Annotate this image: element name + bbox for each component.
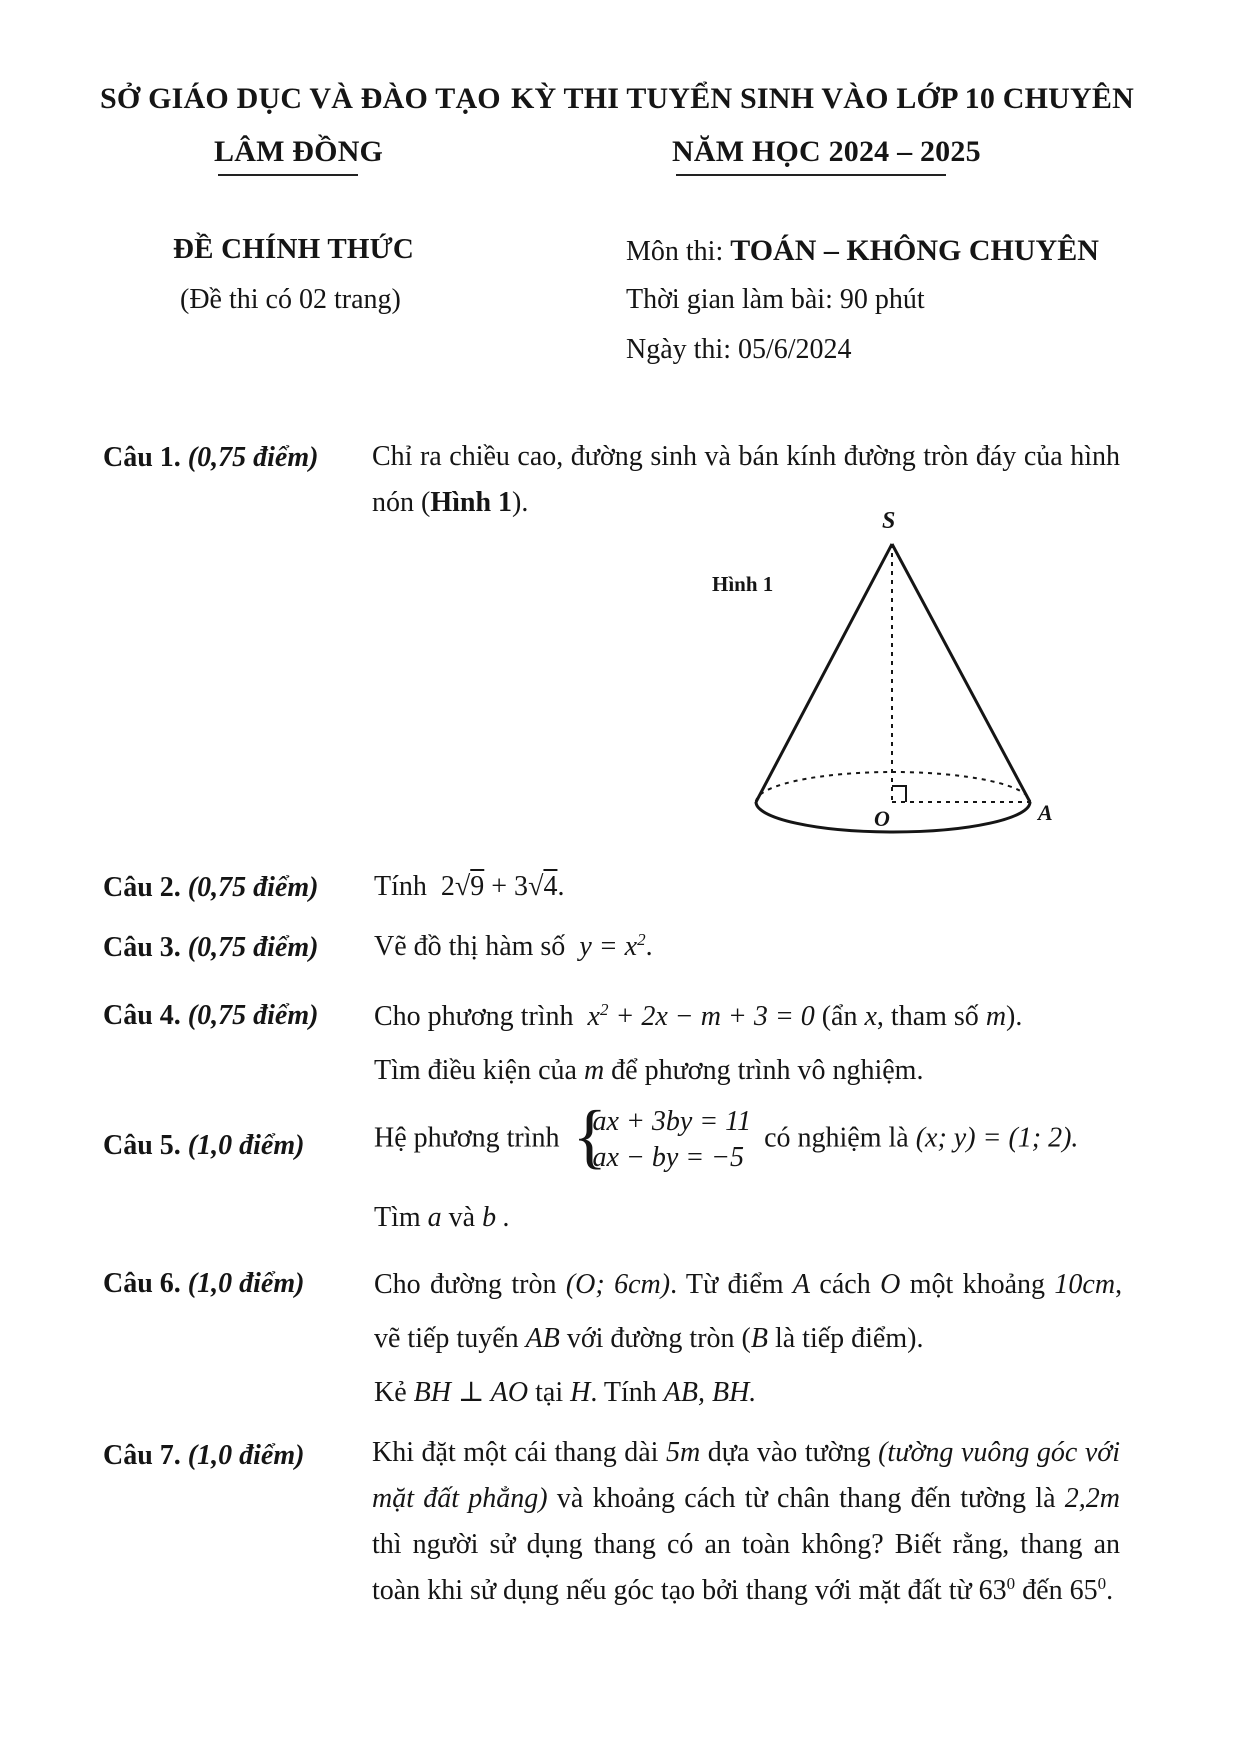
q5-eq2: ax − by = −5 xyxy=(592,1142,745,1173)
q5-brace: { xyxy=(572,1096,608,1176)
center-label: O xyxy=(874,806,890,831)
right-angle-mark xyxy=(892,786,906,802)
figure-caption: Hình 1 xyxy=(712,572,774,596)
official-label: ĐỀ CHÍNH THỨC xyxy=(173,233,415,265)
q5-solution: (x; y) = (1; 2). xyxy=(915,1122,1079,1154)
edge-point-label: A xyxy=(1038,800,1053,825)
question-7-label: Câu 7. (1,0 điểm) xyxy=(103,1440,305,1471)
question-7-text: Khi đặt một cái thang dài 5m dựa vào tường (tường vuông góc với mặt đất phẳng) và khoảng cách từ chân thang đến tường là 2,2m thì người sử dụng thang có an toàn không? Biết rằng, thang an toàn khi sử dụng nếu góc tạo bởi thang với mặt đất từ $63^0$ đến $65^0$. xyxy=(372,1437,1121,1606)
q2-expression: 2√9 + 3√4. xyxy=(440,871,565,902)
question-4-label: Câu 4. (0,75 điểm) xyxy=(103,1000,319,1031)
school-year-underline xyxy=(676,174,946,176)
subject-label: Môn thi: xyxy=(626,236,724,267)
duration: Thời gian làm bài: 90 phút xyxy=(626,284,925,315)
province-name: LÂM ĐỒNG xyxy=(214,135,384,168)
q5-eq1: ax + 3by = 11 xyxy=(592,1106,752,1137)
question-1-label: Câu 1. (0,75 điểm) xyxy=(103,442,319,473)
question-5-text: Hệ phương trình { ax + 3by = 11 ax − by = −5 có nghiệm là (x; y) = (1; 2). xyxy=(374,1096,1079,1176)
subject-name: TOÁN – KHÔNG CHUYÊN xyxy=(730,234,1099,267)
apex-label: S xyxy=(882,508,896,534)
q5-system xyxy=(572,1096,752,1176)
department-name: SỞ GIÁO DỤC VÀ ĐÀO TẠO xyxy=(100,82,501,115)
question-3-label: Câu 3. (0,75 điểm) xyxy=(103,932,319,963)
cone-base-front xyxy=(756,802,1030,832)
question-2-label: Câu 2. (0,75 điểm) xyxy=(103,872,319,903)
question-3-text: Vẽ đồ thị hàm số $y = x^2$. xyxy=(374,930,653,962)
cone-figure xyxy=(700,500,1060,840)
question-4-text: Cho phương trình $x^2 + 2x - m + 3 = 0$ (ẩn x, tham số m). Tìm điều kiện của m để phương trình vô nghiệm. xyxy=(374,1000,1023,1086)
question-6-label: Câu 6. (1,0 điểm) xyxy=(103,1268,305,1299)
q4-equation: $x^2 + 2x - m + 3 = 0$ xyxy=(587,1000,815,1032)
cone-left-slant xyxy=(756,544,892,802)
question-1-text: Chỉ ra chiều cao, đường sinh và bán kính đường tròn đáy của hình nón (Hình 1). xyxy=(372,441,1120,518)
exam-date: Ngày thi: 05/6/2024 xyxy=(626,334,852,365)
subject-line xyxy=(626,234,1099,268)
exam-title: KỲ THI TUYỂN SINH VÀO LỚP 10 CHUYÊN xyxy=(511,82,1134,115)
question-5-line2: Tìm a và b . xyxy=(374,1202,511,1233)
school-year: NĂM HỌC 2024 – 2025 xyxy=(672,135,981,168)
province-underline xyxy=(218,174,358,176)
question-6-text: Cho đường tròn (O; 6cm). Từ điểm A cách O một khoảng 10cm, vẽ tiếp tuyến AB với đường tròn (B là tiếp điểm). Kẻ BH ⊥ AO tại H. Tính AB, BH. xyxy=(374,1269,1123,1408)
cone-right-slant xyxy=(892,544,1030,802)
question-5-label: Câu 5. (1,0 điểm) xyxy=(103,1130,305,1161)
question-2-text: Tính 2√9 + 3√4. xyxy=(374,871,565,902)
page-count: (Đề thi có 02 trang) xyxy=(180,284,401,315)
q3-function: $y = x^2$. xyxy=(579,930,653,962)
